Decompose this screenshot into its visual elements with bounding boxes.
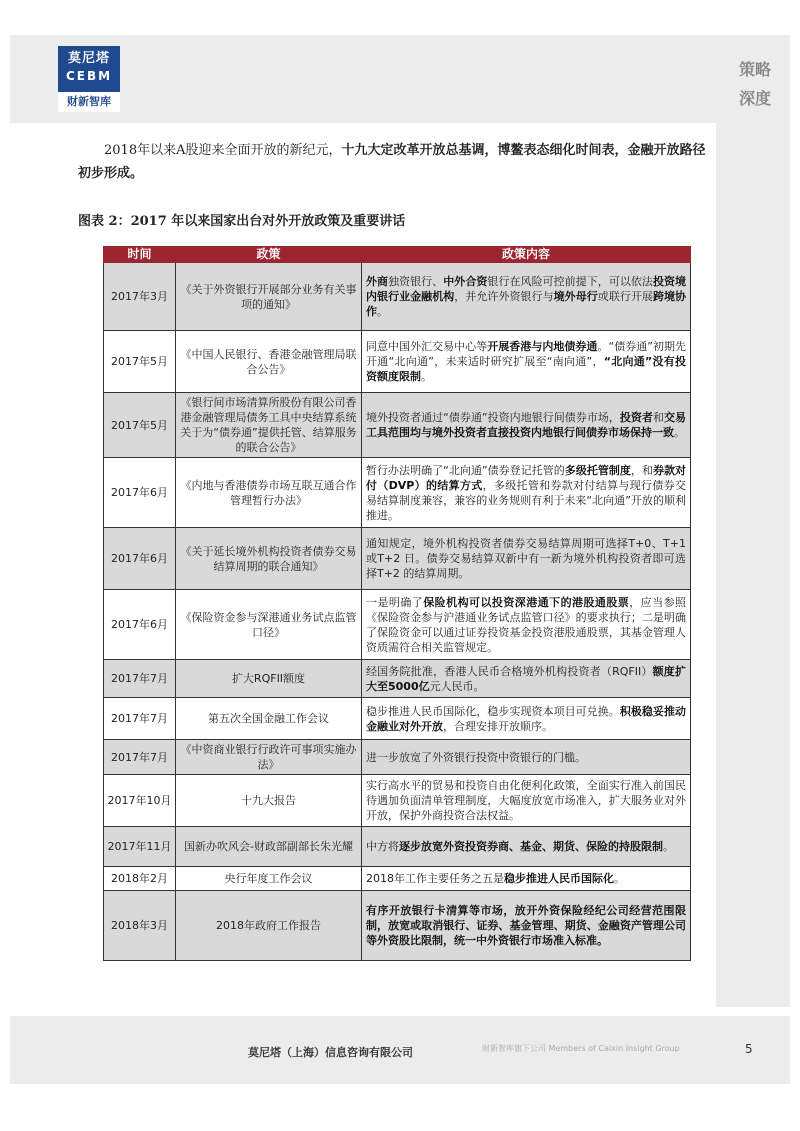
row-policy: 《关于延长境外机构投资者债券交易结算周期的联合通知》	[176, 528, 362, 590]
content-segment: 元人民币。	[429, 679, 485, 693]
row-content	[362, 698, 691, 740]
content-segment: 。“债券通”初期先开通“北向通”，未来适时研究扩展至“南向通”，	[366, 340, 687, 368]
content-bold-segment: 额度扩大至5000亿	[366, 664, 686, 693]
row-time: 2017年7月	[104, 740, 176, 775]
row-time: 2017年11月	[104, 827, 176, 867]
content-bold-segment: 多级托管制度	[564, 463, 631, 477]
row-content	[362, 263, 691, 331]
table-row	[104, 331, 691, 393]
row-content	[362, 331, 691, 393]
row-time: 2017年3月	[104, 263, 176, 331]
row-content	[362, 740, 691, 775]
header-time: 时间	[104, 247, 176, 263]
content-segment: 。	[674, 426, 685, 439]
row-policy: 《保险资金参与深港通业务试点监管口径》	[176, 590, 362, 660]
intro-paragraph	[78, 139, 710, 185]
table-caption: 图表 2：2017 年以来国家出台对外开放政策及重要讲话	[78, 214, 406, 229]
side-band	[716, 35, 790, 1007]
row-content	[362, 891, 691, 961]
content-segment: ，多级托管和券款对付结算与现行债券交易结算制度兼容，兼容的业务规则有利于未来“北向通”开放的顺利推进。	[366, 478, 686, 522]
row-time: 2017年6月	[104, 528, 176, 590]
content-bold-segment: 保险机构可以投资深港通下的港股通股票	[423, 595, 630, 609]
table-row	[104, 528, 691, 590]
content-bold-segment: 券款对付（DVP）的结算方式	[366, 463, 687, 492]
content-segment: 中方将	[366, 840, 399, 853]
content-segment: 。	[663, 840, 674, 853]
content-segment: 通知规定，境外机构投资者债券交易结算周期可选择T+0、T+1 或T+2 日。债券交易结算双新中有一新为境外机构投资者即可选择T+2 的结算周期。	[366, 537, 686, 580]
content-segment: 银行在风险可控前提下，可以依法	[487, 275, 653, 288]
row-time: 2017年5月	[104, 393, 176, 458]
page-number: 5	[745, 1042, 753, 1056]
intro-text: 2018年以来A股迎来全面开放的新纪元，	[104, 143, 342, 158]
content-segment: ，应当参照《保险资金参与沪港通业务试点监管口径》的要求执行；二是明确了保险资金可以通过证券投资基金投资港股通股票，其基金管理人资质需符合相关监管规定。	[366, 595, 687, 654]
row-time: 2017年6月	[104, 458, 176, 528]
content-segment: 稳步推进人民币国际化，稳步实现资本项目可兑换。	[366, 704, 620, 718]
side-label-strategy: 策略	[738, 60, 771, 79]
header-content: 政策内容	[362, 247, 691, 263]
row-policy: 《关于外资银行开展部分业务有关事项的通知》	[176, 263, 362, 331]
row-policy: 《中资商业银行行政许可事项实施办法》	[176, 740, 362, 775]
table-row	[104, 891, 691, 961]
table-body	[104, 263, 691, 961]
logo-english-name: CEBM	[65, 69, 113, 83]
content-segment: 同意中国外汇交易中心等	[366, 340, 488, 353]
content-bold-segment: 积极稳妥推动金融业对外开放	[366, 704, 687, 733]
content-segment: ，和	[630, 463, 653, 477]
content-segment: 进一步放宽了外资银行投资中资银行的门槛。	[366, 750, 586, 764]
row-policy: 十九大报告	[176, 775, 362, 827]
row-content	[362, 458, 691, 528]
intro-bold-text: 十九大定改革开放总基调，博鳌表态细化时间表，金融开放路径初步形成。	[78, 143, 706, 181]
content-bold-segment: 交易工具范围均与境外投资者直接投资内地银行间债券市场保持一致	[366, 411, 687, 439]
row-policy: 2018年政府工作报告	[176, 891, 362, 961]
row-policy: 央行年度工作会议	[176, 867, 362, 891]
content-bold-segment: 中外合资	[443, 275, 488, 288]
content-bold-segment: 跨境协作	[366, 290, 687, 318]
content-segment: 。	[614, 872, 625, 885]
content-segment: 一是明确了	[366, 595, 424, 609]
row-content	[362, 775, 691, 827]
row-time: 2018年2月	[104, 867, 176, 891]
table-row	[104, 775, 691, 827]
content-bold-segment: 稳步推进人民币国际化	[504, 872, 614, 885]
footer-group: 财新智库旗下公司 Members of Caixin Insight Group	[482, 1044, 680, 1053]
table-row	[104, 393, 691, 458]
content-segment: 2018年工作主要任务之五是	[366, 872, 504, 885]
row-time: 2017年7月	[104, 660, 176, 698]
row-policy: 《内地与香港债券市场互联互通合作管理暂行办法》	[176, 458, 362, 528]
row-time: 2017年7月	[104, 698, 176, 740]
logo	[58, 46, 120, 112]
row-time: 2018年3月	[104, 891, 176, 961]
table-row	[104, 590, 691, 660]
row-policy: 第五次全国金融工作会议	[176, 698, 362, 740]
content-segment: 实行高水平的贸易和投资自由化便利化政策，全面实行准入前国民待遇加负面清单管理制度，大幅度放宽市场准入，扩大服务业对外开放，保护外商投资合法权益。	[366, 779, 686, 822]
header-policy: 政策	[176, 247, 362, 263]
row-time: 2017年5月	[104, 331, 176, 393]
footer-company: 莫尼塔（上海）信息咨询有限公司	[248, 1046, 413, 1059]
row-time: 2017年6月	[104, 590, 176, 660]
table-row	[104, 867, 691, 891]
row-content	[362, 827, 691, 867]
policy-table	[103, 246, 691, 961]
content-segment: 独资银行、	[388, 275, 444, 288]
row-policy: 《银行间市场清算所股份有限公司香港金融管理局债务工具中央结算系统关于为“债券通”提供托管、结算服务的联合公告》	[176, 393, 362, 458]
row-content	[362, 528, 691, 590]
content-bold-segment: “北向通”没有投资额度限制	[366, 355, 686, 383]
content-segment: 。	[421, 370, 432, 383]
content-bold-segment: 境外母行	[553, 290, 598, 303]
table-row	[104, 827, 691, 867]
side-label-depth: 深度	[738, 89, 771, 108]
content-bold-segment: 投资境内银行业金融机构	[366, 275, 687, 303]
content-segment: 经国务院批准，香港人民币合格境外机构投资者（RQFII）	[366, 664, 653, 678]
content-segment: 。	[377, 305, 388, 318]
content-segment: 暂行办法明确了“北向通”债券登记托管的	[366, 463, 565, 477]
logo-subtitle: 财新智库	[58, 92, 120, 112]
content-segment: ，合理安排开放顺序。	[443, 719, 553, 733]
table-header-row	[104, 247, 691, 263]
content-bold-segment: 投资者	[619, 411, 653, 424]
content-bold-segment: 有序开放银行卡清算等市场，放开外资保险经纪公司经营范围限制，放宽或取消银行、证券、基金管理、期货、金融资产管理公司等外资股比限制，统一中外资银行市场准入标准。	[366, 904, 686, 947]
table-row	[104, 740, 691, 775]
table-row	[104, 263, 691, 331]
row-content	[362, 867, 691, 891]
row-content	[362, 590, 691, 660]
content-segment: 和	[652, 411, 664, 424]
content-segment: ，并允许外资银行与	[454, 290, 554, 303]
row-time: 2017年10月	[104, 775, 176, 827]
row-policy: 国新办吹风会-财政部副部长朱光耀	[176, 827, 362, 867]
table-row	[104, 458, 691, 528]
content-bold-segment: 开展香港与内地债券通	[487, 340, 598, 353]
content-segment: 境外投资者通过“债券通”投资内地银行间债券市场，	[366, 411, 620, 424]
row-policy: 扩大RQFII额度	[176, 660, 362, 698]
row-content	[362, 660, 691, 698]
logo-top	[58, 46, 120, 88]
table-row	[104, 660, 691, 698]
content-bold-segment: 逐步放宽外资投资券商、基金、期货、保险的持股限制	[399, 840, 663, 853]
logo-chinese-name: 莫尼塔	[67, 51, 110, 66]
content-bold-segment: 外商	[366, 275, 389, 288]
row-policy: 《中国人民银行、香港金融管理局联合公告》	[176, 331, 362, 393]
row-content	[362, 393, 691, 458]
table-row	[104, 698, 691, 740]
content-segment: 或联行开展	[597, 290, 653, 303]
